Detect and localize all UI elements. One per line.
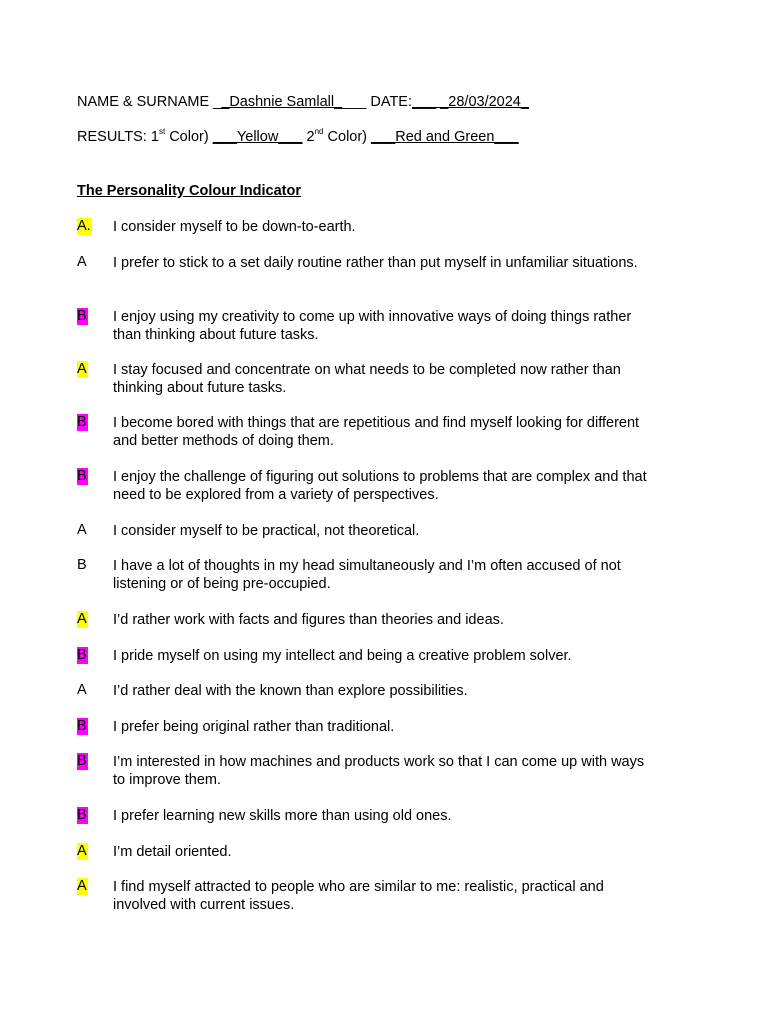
second-color-label: Color) — [323, 129, 372, 145]
statement-text: I have a lot of thoughts in my head simultaneously and I’m often accused of not listening or of being pre-occupied. — [113, 558, 621, 592]
statement-text: I find myself attracted to people who are similar to me: realistic, practical and involved with current issues. — [113, 879, 604, 913]
statement-text: I prefer to stick to a set daily routine rather than put myself in unfamiliar situations. — [113, 255, 638, 271]
document-title: The Personality Colour Indicator — [77, 183, 301, 199]
answer-letter: A — [77, 843, 87, 859]
statement-text: I become bored with things that are repetitious and find myself looking for different and better methods of doing them. — [113, 415, 640, 449]
answer-letter: B — [77, 468, 87, 484]
answer-letter: B — [77, 753, 87, 769]
answer-letter: A — [77, 361, 87, 377]
name-date-line — [77, 93, 529, 111]
answer-letter: A — [77, 878, 87, 894]
results-label: RESULTS: 1 — [77, 129, 159, 145]
answer-letter: B — [77, 647, 87, 663]
statement-text: I’m detail oriented. — [113, 844, 232, 860]
statement-text: I prefer being original rather than traditional. — [113, 719, 395, 735]
answer-letter: A — [77, 611, 87, 627]
statement-text: I’m interested in how machines and products work so that I can come up with ways to improve them. — [113, 754, 645, 788]
statement-text: I enjoy the challenge of figuring out solutions to problems that are complex and that need to be explored from a variety of perspectives. — [113, 469, 647, 503]
date-value: ___ _28/03/2024_ — [412, 94, 529, 110]
answer-letter: B — [77, 807, 87, 823]
answer-letter: A — [77, 522, 87, 538]
name-label: NAME & SURNAME — [77, 94, 214, 110]
statement-text: I consider myself to be practical, not theoretical. — [113, 523, 420, 539]
second-color-value: ___Red and Green___ — [371, 129, 519, 145]
answer-letter: B — [77, 718, 87, 734]
answer-letter: B — [77, 557, 87, 573]
results-line — [77, 128, 519, 146]
name-suffix: ___ — [342, 94, 367, 110]
statement-text: I consider myself to be down-to-earth. — [113, 219, 356, 235]
statement-text: I stay focused and concentrate on what needs to be completed now rather than thinking about future tasks. — [113, 362, 621, 396]
statement-text: I prefer learning new skills more than using old ones. — [113, 808, 452, 824]
first-color-value: ___Yellow___ — [212, 129, 303, 145]
answer-letter: B — [77, 308, 87, 324]
statement-text: I’d rather work with facts and figures than theories and ideas. — [113, 612, 504, 628]
name-value: _Dashnie Samlall_ — [221, 94, 343, 110]
answer-letter: A. — [77, 218, 91, 234]
date-label: DATE: — [366, 94, 413, 110]
answer-letter: A — [77, 254, 87, 270]
statement-text: I pride myself on using my intellect and being a creative problem solver. — [113, 648, 572, 664]
statement-text: I’d rather deal with the known than explore possibilities. — [113, 683, 468, 699]
first-color-label: Color) — [165, 129, 213, 145]
answer-letter: B — [77, 414, 87, 430]
second-color-number: 2 — [302, 129, 315, 145]
first-superscript: st — [158, 127, 166, 137]
statement-text: I enjoy using my creativity to come up with innovative ways of doing things rather than thinking about future tasks. — [113, 309, 632, 343]
second-superscript: nd — [314, 127, 324, 137]
name-prefix: _ — [213, 94, 222, 110]
answer-letter: A — [77, 682, 87, 698]
